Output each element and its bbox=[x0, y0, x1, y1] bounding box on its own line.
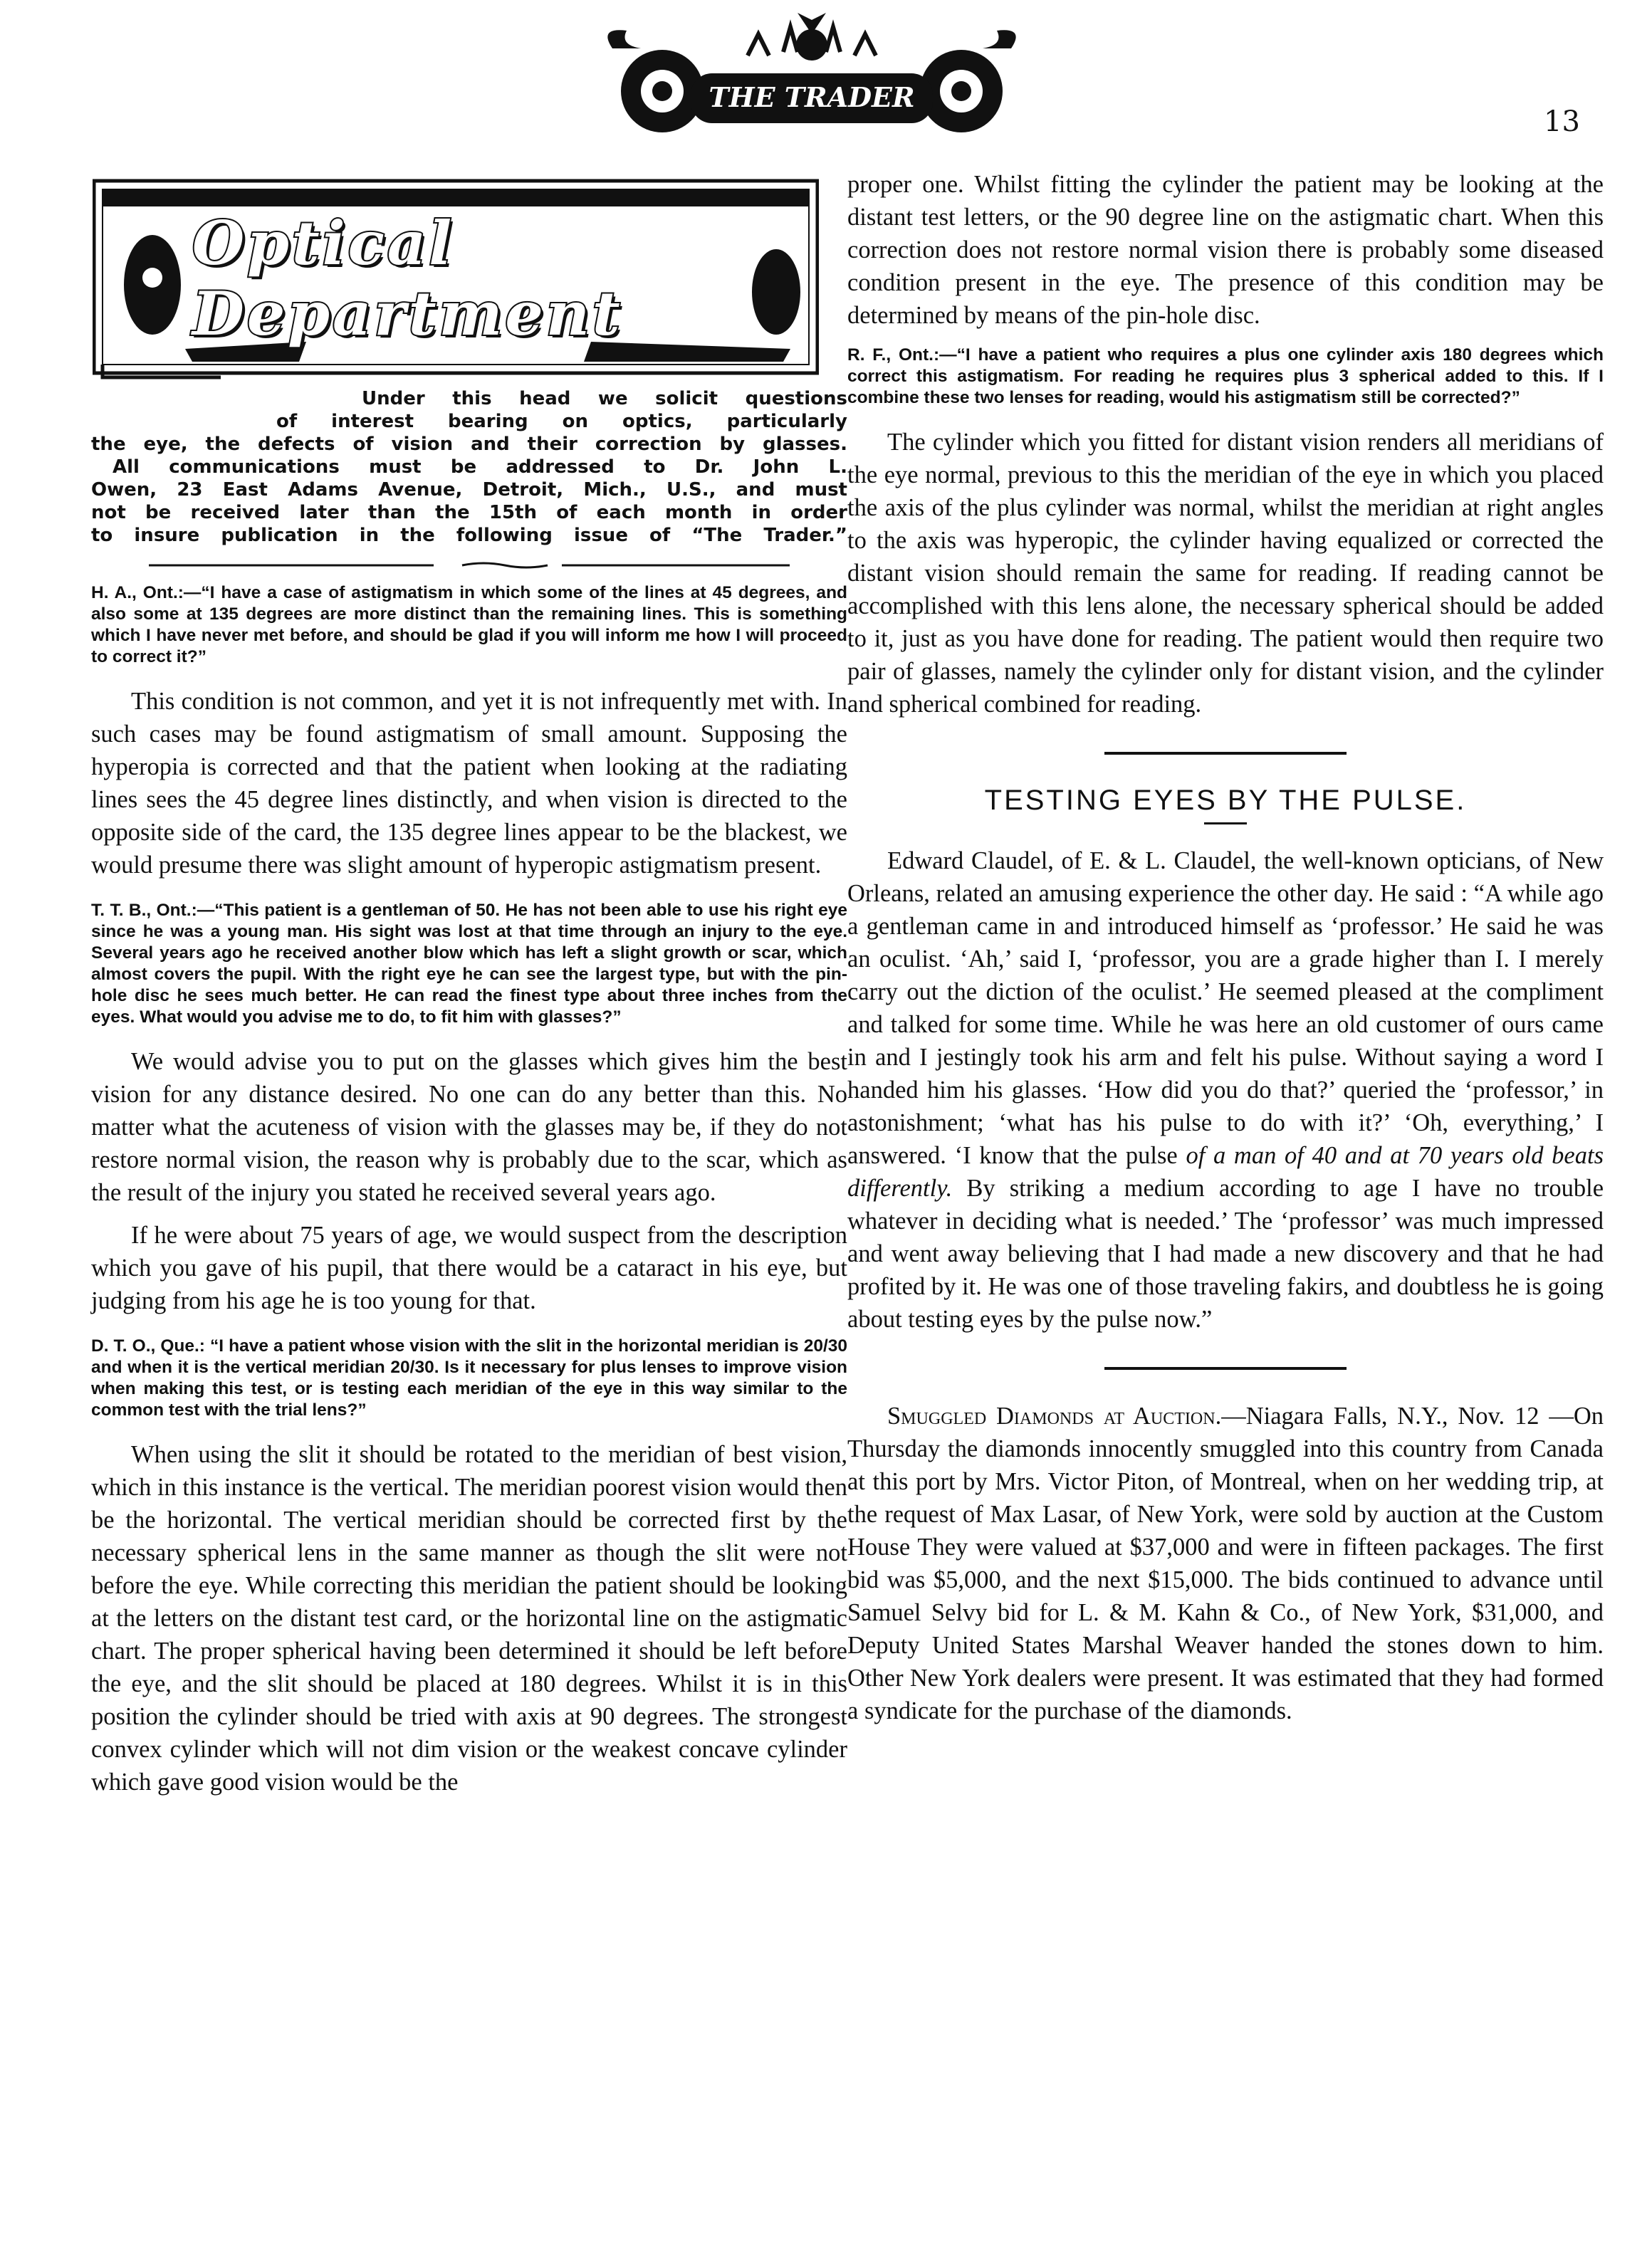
article-text: By striking a medium according to age I have no trouble whatever in deciding what is needed.’ The ‘professor’ was much impressed and went away believing that I had made a new discovery and that he had profited by it. He was one of those traveling fakirs, and doubtless he is going about testing eyes by the pulse now.” bbox=[847, 1175, 1604, 1333]
intro-line: of interest bearing on optics, particularly bbox=[276, 411, 847, 432]
intro-line: All communications must be addressed to Dr. John L. bbox=[113, 456, 847, 478]
article-paragraph bbox=[847, 844, 1604, 1336]
divider bbox=[149, 561, 790, 570]
continued-paragraph: proper one. Whilst fitting the cylinder the patient may be looking at the distant test letters, or the 90 degree line on the astigmatic chart. When this correction does not restore normal vision there is probably some diseased condition present in the eye. The presence of this condition may be determined by means of the pin-hole disc. bbox=[847, 171, 1604, 329]
reader-query: R. F., Ont.:—“I have a patient who requires a plus one cylinder axis 180 degrees which correct this astigmatism. For reading he requires plus 3 spherical added to this. If I combine these two lenses for reading, would his astigmatism still be corrected?” bbox=[847, 345, 1604, 407]
article-paragraph bbox=[847, 1400, 1604, 1727]
masthead-ornament bbox=[584, 6, 1040, 148]
article-text: —Niagara Falls, N.Y., Nov. 12 —On Thursday the diamonds innocently smuggled into this country from Canada at this port by Mrs. Victor Piton, of Montreal, when on her wedding trip, at the request of Max Lasar, of New York, were sold by auction at the Custom House They were valued at $37,000 and were in fifteen packages. The first bid was $5,000, and the next $15,000. The bids continued to advance until Samuel Selvy bid for L. & M. Kahn & Co., of New York, $31,000, and Deputy United States Marshal Weaver handed the stones down to him. Other New York dealers were present. It was estimated that they had formed a syndicate for the purchase of the diamonds. bbox=[847, 1403, 1604, 1724]
reader-query: H. A., Ont.:—“I have a case of astigmatism in which some of the lines at 45 degrees, and also some at 135 degrees are more distinct than the remaining lines. This is something which I have never met before, and should be glad if you will inform me how I will proceed to correct it?” bbox=[91, 583, 847, 666]
page-number: 13 bbox=[1544, 105, 1580, 138]
heading-rule bbox=[1204, 822, 1247, 824]
masthead-title: THE TRADER bbox=[709, 81, 915, 113]
optical-department-banner bbox=[93, 171, 819, 384]
reader-query: T. T. B., Ont.:—“This patient is a gentleman of 50. He has not been able to use his right eye since he was a young man. His sight was lost at that time through an injury to the eye. Several years ago he received another blow which has left a slight growth or scar, which almost covers the pupil. With the right eye he can see the largest type, but with the pin-hole disc he sees much better. He can read the finest type about three inches from the eyes. What would you advise me to do, to fit him with glasses?” bbox=[91, 901, 847, 1027]
intro-line: the eye, the defects of vision and their correction by glasses. bbox=[91, 434, 847, 455]
article-text: Edward Claudel, of E. & L. Claudel, the well-known opticians, of New Orleans, related an amusing experience the other day. He said : “A while ago a gentleman came in and introduced himself as ‘professor.’ He said he was an oculist. ‘Ah,’ said I, ‘professor, you are a grade higher than I. I merely carry out the diction of the oculist.’ He seemed pleased at the compliment and talked for some time. While he was here an old customer of ours came in and I jestingly took his arm and felt his pulse. Without saying a word I handed him his glasses. ‘How did you do that?’ queried the ‘professor,’ in astonishment; ‘what has his pulse to do with it?’ ‘Oh, everything,’ I answered. ‘I know that the pulse bbox=[847, 847, 1604, 1169]
intro-line: not be received later than the 15th of each month in order bbox=[91, 502, 847, 523]
article-italic-text: of a man of 40 and at 70 years old beats differently. bbox=[847, 1142, 1604, 1202]
intro-line: Under this head we solicit questions bbox=[362, 388, 847, 409]
masthead bbox=[584, 6, 1040, 148]
reader-query: D. T. O., Que.: “I have a patient whose vision with the slit in the horizontal meridian is 20/30 and when it is the vertical meridian 20/30. Is it necessary for plus lenses to improve vision when making this test, or is testing each meridian of the eye in this way similar to the common test with the trial lens?” bbox=[91, 1336, 847, 1420]
answer-paragraph: This condition is not common, and yet it is not infrequently met with. In such cases may be found astigmatism of small amount. Supposing the hyperopia is corrected and that the patient when looking at the radiating lines sees the 45 degree lines distinctly, and when vision is directed to the opposite side of the card, the 135 degree lines appear to be the blackest, we would presume there was slight amount of hyperopic astigmatism present. bbox=[91, 688, 847, 879]
article-heading: TESTING EYES BY THE PULSE. bbox=[984, 785, 1467, 816]
right-column bbox=[847, 168, 1604, 1737]
article-separator bbox=[1104, 1367, 1347, 1370]
left-column bbox=[91, 171, 847, 1808]
department-intro bbox=[91, 387, 847, 547]
answer-paragraph: The cylinder which you fitted for distant vision renders all meridians of the eye normal, previous to this the meridian of the eye in which you placed the axis of the plus cylinder was normal, whilst the meridian at right angles to the axis was hyperopic, the cylinder having equalized or corrected the distant vision should remain the same for reading. If reading cannot be accomplished with this lens alone, the necessary spherical should be added to it, just as you have done for reading. The patient would then require two pair of glasses, namely the cylinder only for distant vision, and the cylinder and spherical combined for reading. bbox=[847, 429, 1604, 718]
answer-paragraph: When using the slit it should be rotated to the meridian of best vision, which in this instance is the vertical. The meridian poorest vision would then be the horizontal. The vertical meridian should be corrected first by the necessary spherical lens in the same manner as though the slit were not before the eye. While correcting this meridian the patient should be looking at the letters on the distant test card, or the horizontal line on the astigmatic chart. The proper spherical having been determined it should be left before the eye, and the slit should be placed at 180 degrees. Whilst it is in this position the cylinder should be tried with axis at 90 degrees. The strongest convex cylinder which will not dim vision or the weakest concave cylinder which gave good vision would be the bbox=[91, 1441, 847, 1796]
answer-paragraph: If he were about 75 years of age, we would suspect from the description which you gave of his pupil, that there would be a cataract in his eye, but judging from his age he is too young for that. bbox=[91, 1222, 847, 1314]
intro-line: to insure publication in the following issue of “The Trader.” bbox=[91, 525, 847, 546]
article-heading-inline: Smuggled Diamonds at Auction. bbox=[887, 1403, 1222, 1430]
banner-title: Optical Department bbox=[192, 208, 623, 349]
answer-paragraph: We would advise you to put on the glasses which gives him the best vision for any distance desired. No one can do any better than this. No matter what the acuteness of vision with the glasses may be, if they do not restore normal vision, the reason why is probably due to the scar, which as the result of the injury you stated he received several years ago. bbox=[91, 1048, 847, 1206]
article-separator bbox=[1104, 752, 1347, 755]
intro-line: Owen, 23 East Adams Avenue, Detroit, Mich., U.S., and must bbox=[91, 479, 847, 501]
